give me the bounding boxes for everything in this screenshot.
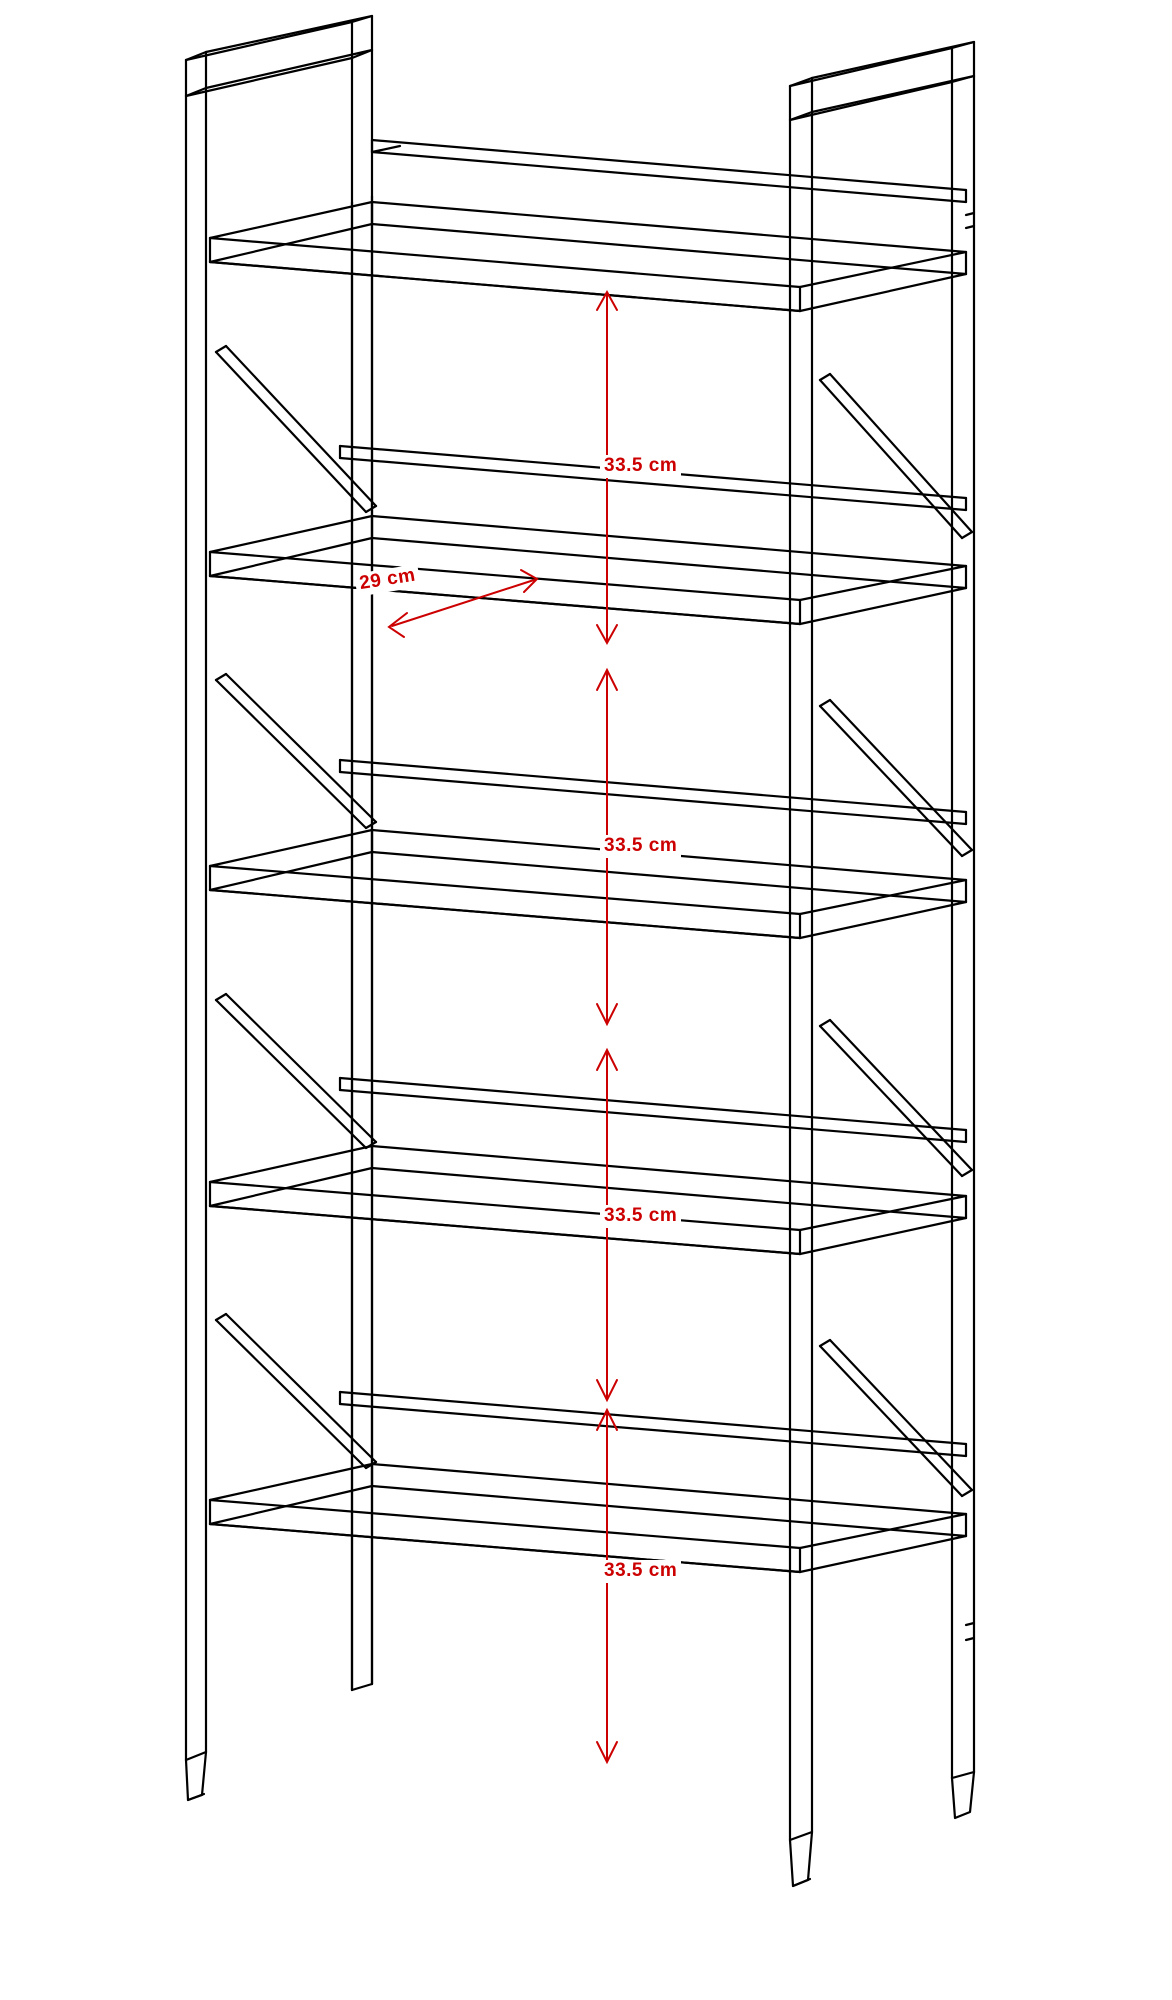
dimension-label-depth: 29 cm [354,564,421,597]
dimension-label-gap-3: 33.5 cm [600,1205,681,1228]
dimension-label-gap-2: 33.5 cm [600,835,681,858]
dimension-label-gap-4: 33.5 cm [600,1560,681,1583]
dimension-label-gap-1: 33.5 cm [600,455,681,478]
shelf-structure-lines [186,16,974,1886]
